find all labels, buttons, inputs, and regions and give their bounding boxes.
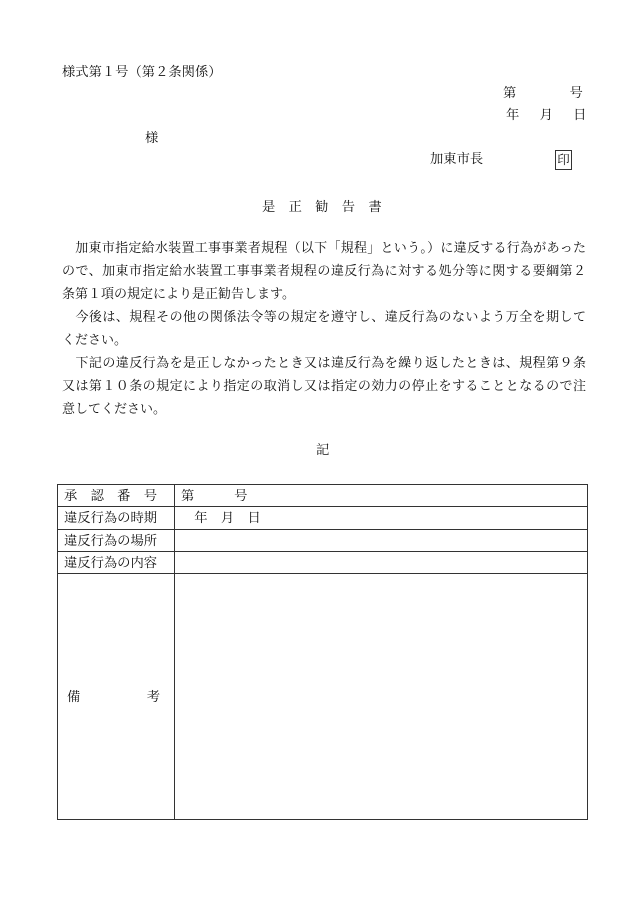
- body-paragraph: [62, 351, 586, 420]
- table-row-violation-content: [58, 552, 588, 574]
- document-title: 是 正 勧 告 書: [262, 199, 382, 214]
- table-row-violation-date: [58, 507, 588, 530]
- table-value: [175, 530, 588, 552]
- table-label: 承 認 番 号: [58, 485, 175, 507]
- body-line: ください。: [62, 332, 128, 347]
- table-value: 第 号: [175, 485, 588, 507]
- body-paragraph: [62, 305, 586, 351]
- table-label: 違反行為の場所: [58, 530, 175, 552]
- header-date-line: 年 月 日: [506, 107, 590, 122]
- violation-info-table: [57, 484, 588, 820]
- note-heading: 記: [316, 442, 330, 457]
- issuer-name: 加東市長: [430, 151, 484, 166]
- table-value: 年 月 日: [175, 507, 588, 530]
- table-label: 違反行為の時期: [58, 507, 175, 530]
- body-line: 下記の違反行為を是正しなかったとき又は違反行為を繰り返したときは、規程第９条: [62, 355, 586, 370]
- table-label: 違反行為の内容: [58, 552, 175, 574]
- table-label: 備 考: [58, 574, 175, 820]
- body-text: [62, 236, 586, 420]
- table-row-remarks: [58, 574, 588, 820]
- body-line: 条第１項の規定により是正勧告します。: [62, 286, 295, 301]
- header-number-line: 第 号: [503, 85, 583, 100]
- table-value: [175, 552, 588, 574]
- body-paragraph: [62, 236, 586, 305]
- table-row-violation-place: [58, 530, 588, 552]
- table-value: [175, 574, 588, 820]
- seal-box: 印: [555, 150, 572, 170]
- table-row-approval-number: [58, 485, 588, 507]
- body-line: 今後は、規程その他の関係法令等の規定を遵守し、違反行為のないよう万全を期して: [62, 309, 586, 324]
- body-line: 意してください。: [62, 401, 167, 416]
- body-line: 又は第１０条の規定により指定の取消し又は指定の効力の停止をすることとなるので注: [62, 378, 586, 393]
- body-line: ので、加東市指定給水装置工事事業者規程の違反行為に対する処分等に関する要綱第２: [62, 263, 586, 278]
- addressee-suffix: 様: [145, 130, 159, 145]
- form-label: 様式第１号（第２条関係）: [62, 64, 222, 79]
- body-line: 加東市指定給水装置工事事業者規程（以下「規程」という。）に違反する行為があった: [62, 240, 586, 255]
